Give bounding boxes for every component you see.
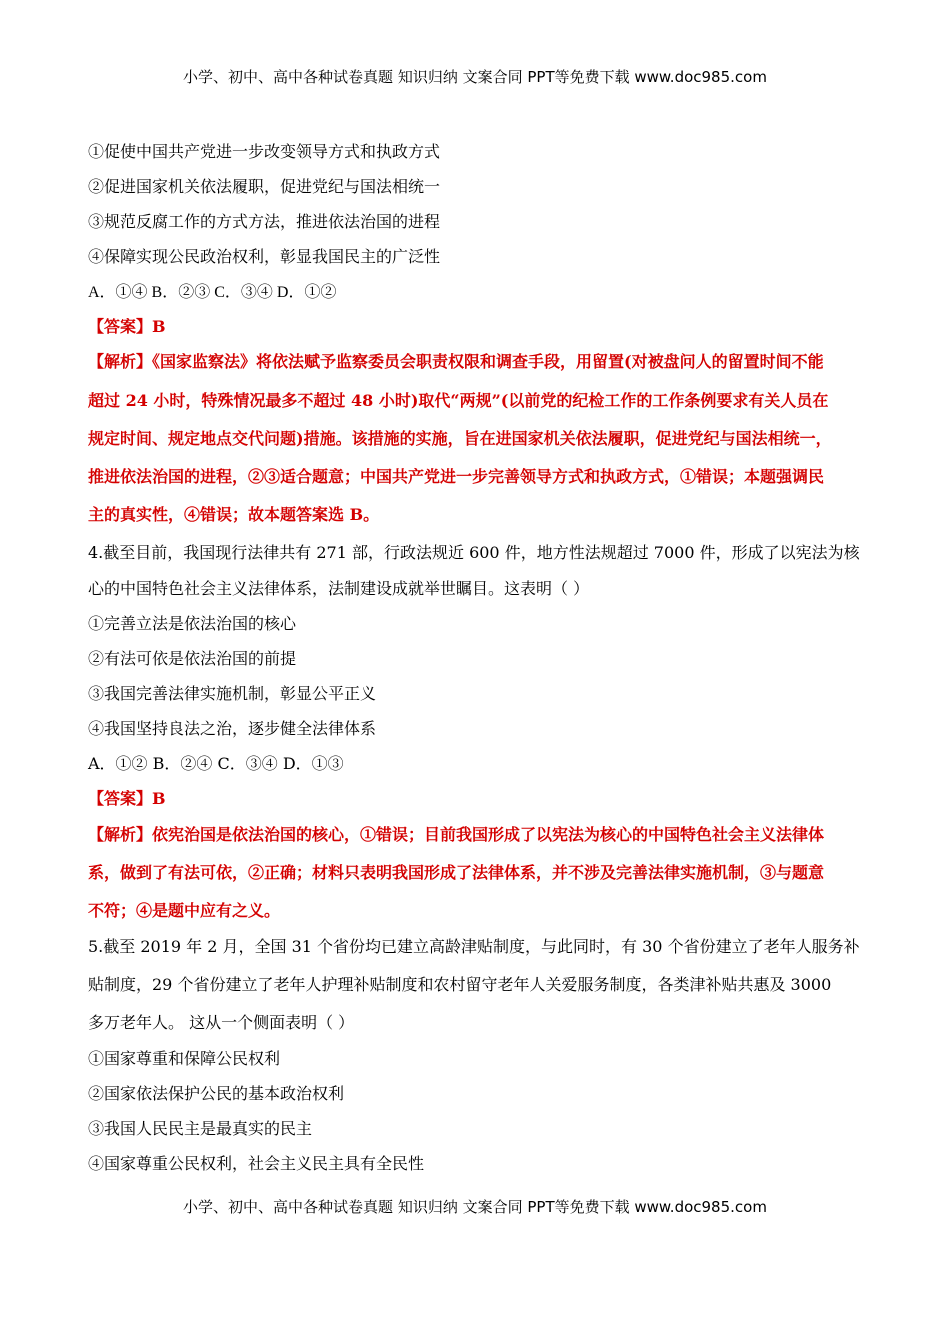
q3-option-4: ④保障实现公民政治权利，彰显我国民主的广泛性: [88, 247, 441, 266]
q3-option-3: ③规范反腐工作的方式方法，推进依法治国的进程: [88, 212, 441, 231]
analysis-text: 依宪治国是依法治国的核心，①错误；目前我国形成了以宪法为核心的中国特色社会主义法律体: [152, 825, 825, 844]
q5-option-3: ③我国人民民主是最真实的民主: [88, 1119, 313, 1138]
page-footer: 小学、初中、高中各种试卷真题 知识归纳 文案合同 PPT等免费下载 www.doc985.com: [183, 1198, 767, 1216]
answer-tag: 【答案】: [88, 317, 153, 336]
q3-analysis-line-5: 主的真实性，④错误；故本题答案选 B。: [88, 505, 380, 524]
answer-value: B: [152, 789, 166, 808]
q4-answer: [88, 786, 166, 809]
page-header: 小学、初中、高中各种试卷真题 知识归纳 文案合同 PPT等免费下载 www.doc985.com: [183, 68, 767, 86]
q3-analysis-line-3: 规定时间、规定地点交代问题)措施。该措施的实施，旨在进国家机关依法履职，促进党纪与国法相统一，: [88, 429, 832, 448]
q3-option-2: ②促进国家机关依法履职，促进党纪与国法相统一: [88, 177, 441, 196]
q5-stem-line-1: 5.截至 2019 年 2 月，全国 31 个省份均已建立高龄津贴制度，与此同时，有 30 个省份建立了老年人服务补: [88, 937, 860, 956]
q3-analysis-line-4: 推进依法治国的进程，②③适合题意；中国共产党进一步完善领导方式和执政方式，①错误；本题强调民: [88, 467, 825, 486]
q3-analysis-line-1: [88, 349, 824, 372]
answer-tag: 【答案】: [88, 789, 153, 808]
q4-option-3: ③我国完善法律实施机制，彰显公平正义: [88, 684, 377, 703]
q4-analysis-line-2: 系，做到了有法可依，②正确；材料只表明我国形成了法律体系，并不涉及完善法律实施机制，③与题意: [88, 863, 825, 882]
q5-stem-line-3: 多万老年人。 这从一个侧面表明（ ）: [88, 1013, 355, 1032]
q4-stem-line-1: 4.截至目前，我国现行法律共有 271 部，行政法规近 600 件，地方性法规超过 7000 件，形成了以宪法为核: [88, 543, 860, 562]
q4-analysis-line-1: [88, 822, 824, 845]
q4-option-2: ②有法可依是依法治国的前提: [88, 649, 297, 668]
q4-stem-line-2: 心的中国特色社会主义法律体系，法制建设成就举世瞩目。这表明（ ）: [88, 579, 590, 598]
analysis-tag: 【解析】: [88, 352, 153, 371]
q5-option-1: ①国家尊重和保障公民权利: [88, 1049, 281, 1068]
analysis-text: 《国家监察法》将依法赋予监察委员会职责权限和调查手段，用留置(对被盘问人的留置时间不能: [152, 352, 824, 371]
analysis-tag: 【解析】: [88, 825, 153, 844]
q5-option-4: ④国家尊重公民权利，社会主义民主具有全民性: [88, 1154, 425, 1173]
q3-option-1: ①促使中国共产党进一步改变领导方式和执政方式: [88, 142, 441, 161]
q4-choices: A．①② B．②④ C．③④ D．①③: [88, 754, 344, 773]
q3-choices: A．①④ B．②③ C．③④ D．①②: [88, 284, 337, 301]
answer-value: B: [152, 317, 166, 336]
q3-answer: [88, 314, 166, 337]
q5-option-2: ②国家依法保护公民的基本政治权利: [88, 1084, 345, 1103]
q4-option-4: ④我国坚持良法之治，逐步健全法律体系: [88, 719, 377, 738]
q4-analysis-line-3: 不符；④是题中应有之义。: [88, 901, 281, 920]
q3-analysis-line-2: 超过 24 小时，特殊情况最多不超过 48 小时)取代“两规”(以前党的纪检工作的工作条例要求有关人员在: [88, 391, 829, 410]
q5-stem-line-2: 贴制度，29 个省份建立了老年人护理补贴制度和农村留守老年人关爱服务制度，各类津补贴共惠及 3000: [88, 975, 832, 994]
q4-option-1: ①完善立法是依法治国的核心: [88, 614, 297, 633]
